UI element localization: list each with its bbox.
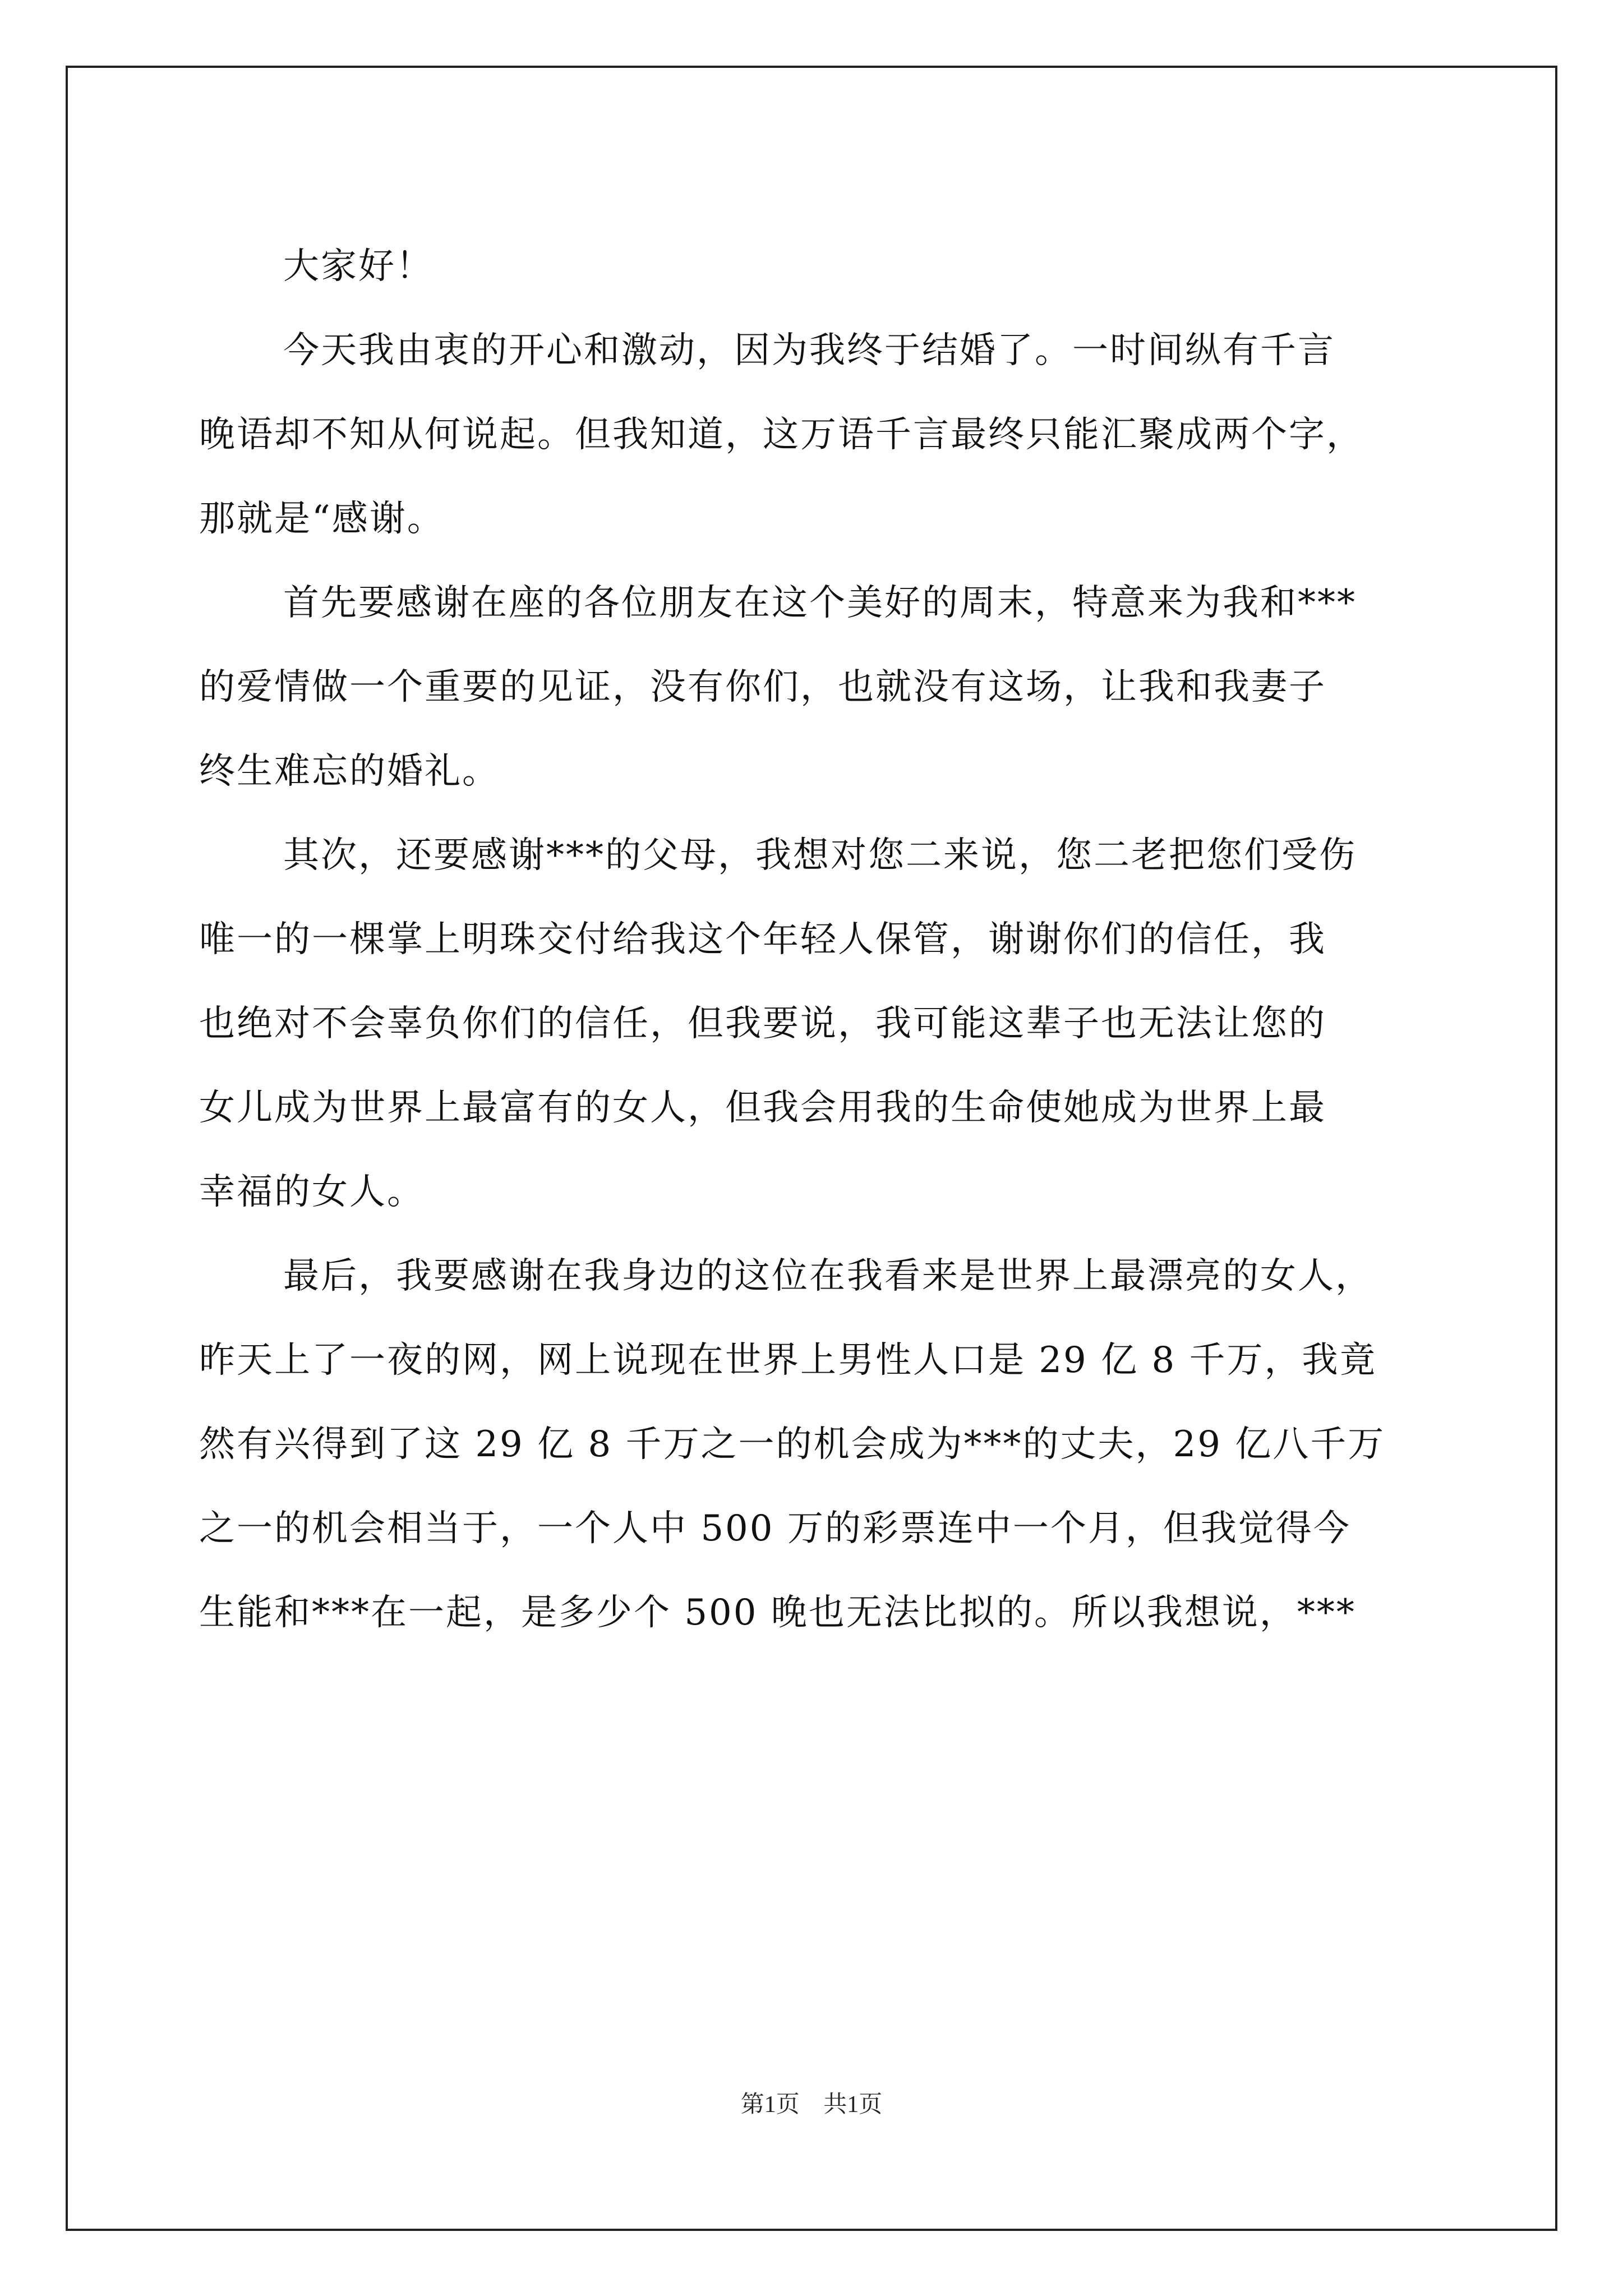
text-line: 幸福的女人。 <box>199 1171 425 1213</box>
text-line: 的爱情做一个重要的见证，没有你们，也就没有这场，让我和我妻子 <box>199 666 1326 708</box>
text-line: 生能和***在一起，是多少个 500 晚也无法比拟的。所以我想说，*** <box>199 1592 1356 1634</box>
text-line: 其次，还要感谢***的父母，我想对您二来说，您二老把您们受伤 <box>283 835 1357 876</box>
page-total: 共1页 <box>823 2092 883 2118</box>
paragraph-opening <box>199 309 1433 561</box>
text-line: 终生难忘的婚礼。 <box>199 751 500 792</box>
paragraph-thanks-friends <box>199 561 1433 813</box>
text-line: 昨天上了一夜的网，网上说现在世界上男性人口是 29 亿 8 千万，我竟 <box>199 1340 1377 1381</box>
text-line: 之一的机会相当于，一个人中 500 万的彩票连中一个月，但我觉得今 <box>199 1508 1351 1549</box>
text-line: 那就是“感谢。 <box>199 498 445 540</box>
text-line: 首先要感谢在座的各位朋友在这个美好的周末，特意来为我和*** <box>283 582 1357 624</box>
text-line: 也绝对不会辜负你们的信任，但我要说，我可能这辈子也无法让您的 <box>199 1003 1326 1045</box>
paragraph-greeting <box>199 224 1433 309</box>
text-line: 女儿成为世界上最富有的女人，但我会用我的生命使她成为世界上最 <box>199 1087 1326 1129</box>
text-line: 今天我由衷的开心和激动，因为我终于结婚了。一时间纵有千言 <box>283 330 1335 371</box>
page-number: 第1页 <box>740 2092 800 2118</box>
text-line: 最后，我要感谢在我身边的这位在我看来是世界上最漂亮的女人， <box>283 1255 1373 1297</box>
text-line: 唯一的一棵掌上明珠交付给我这个年轻人保管，谢谢你们的信任，我 <box>199 919 1326 960</box>
text-line: 然有兴得到了这 29 亿 8 千万之一的机会成为***的丈夫，29 亿八千万 <box>199 1424 1386 1465</box>
page-footer <box>0 2086 1623 2119</box>
paragraph-thanks-wife <box>199 1234 1433 1655</box>
text-line: 晚语却不知从何说起。但我知道，这万语千言最终只能汇聚成两个字， <box>199 414 1364 455</box>
document-body <box>199 224 1433 1655</box>
text-line: 大家好！ <box>283 246 434 287</box>
paragraph-thanks-parents <box>199 813 1433 1234</box>
